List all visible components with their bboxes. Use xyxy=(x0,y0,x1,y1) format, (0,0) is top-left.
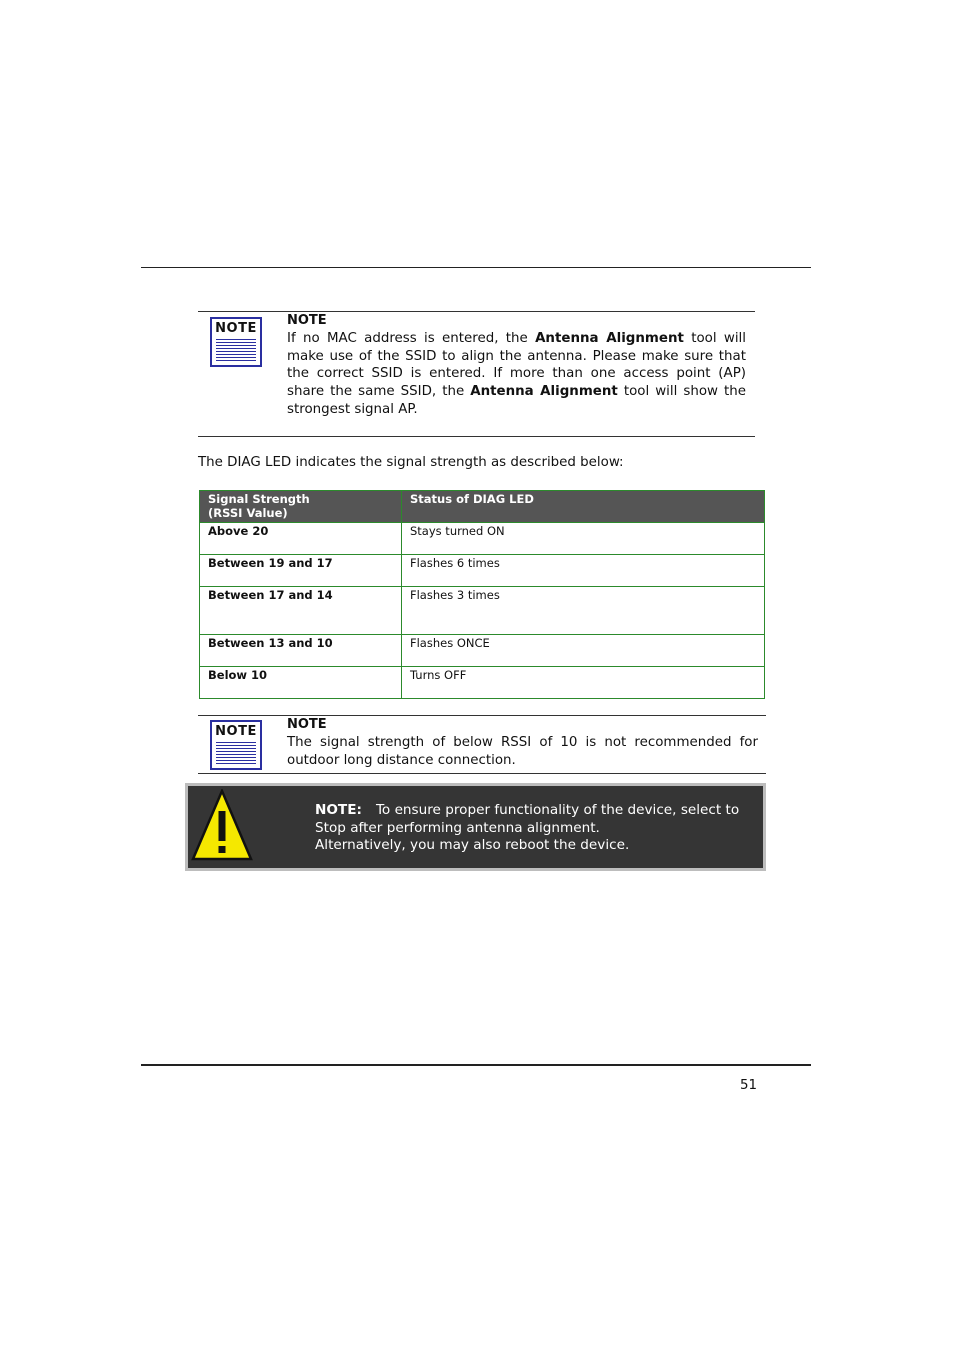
note-body: The signal strength of below RSSI of 10 is not recommended for outdoor long distance connection. xyxy=(287,734,758,768)
warning-line-2: Alternatively, you may also reboot the device. xyxy=(315,837,630,853)
cell-status: Flashes 3 times xyxy=(402,587,765,635)
footer-rule xyxy=(141,1064,811,1066)
diag-led-table xyxy=(199,490,765,699)
note-block-1 xyxy=(198,311,755,437)
note-text-run: tool will show the strongest signal AP. xyxy=(287,384,746,417)
cell-status: Stays turned ON xyxy=(402,523,765,555)
table-row xyxy=(200,523,765,555)
header-diag-status: Status of DIAG LED xyxy=(402,491,765,523)
table-row xyxy=(200,555,765,587)
note-bold-term: Antenna Alignment xyxy=(535,330,684,346)
warning-line-1: To ensure proper functionality of the device, select to Stop after performing antenna alignment. xyxy=(315,802,740,836)
note-bottom-rule xyxy=(198,773,766,774)
note-text-run: tool will make use of the SSID to align the antenna. Please make sure that the correct SSID is entered. If more than one access point (AP) share the same SSID, the xyxy=(287,330,747,400)
note-icon: NOTE xyxy=(210,720,262,770)
page-number: 51 xyxy=(740,1078,758,1093)
cell-status: Flashes 6 times xyxy=(402,555,765,587)
table-row xyxy=(200,667,765,699)
note-bottom-rule xyxy=(198,436,755,437)
warning-box xyxy=(185,783,766,871)
note-bold-term: Antenna Alignment xyxy=(470,384,618,400)
note-text-1 xyxy=(287,312,746,419)
cell-strength: Between 13 and 10 xyxy=(200,635,402,667)
note-title: NOTE xyxy=(287,313,327,328)
cell-strength: Below 10 xyxy=(200,667,402,699)
table-row xyxy=(200,587,765,635)
warning-triangle-icon xyxy=(191,789,253,863)
header-rule xyxy=(141,267,811,268)
note-block-2 xyxy=(198,715,766,774)
table-row xyxy=(200,635,765,667)
cell-strength: Above 20 xyxy=(200,523,402,555)
table-header-row xyxy=(200,491,765,523)
warning-text xyxy=(315,802,751,855)
note-text-2 xyxy=(287,716,758,769)
note-text-run: If no MAC address is entered, the xyxy=(287,330,536,346)
note-body xyxy=(287,330,746,419)
cell-status: Turns OFF xyxy=(402,667,765,699)
header-signal-strength: Signal Strength (RSSI Value) xyxy=(200,491,402,523)
warning-label: NOTE: xyxy=(315,802,362,818)
note-icon: NOTE xyxy=(210,317,262,367)
note-title: NOTE xyxy=(287,717,327,732)
cell-strength: Between 17 and 14 xyxy=(200,587,402,635)
intro-paragraph: The DIAG LED indicates the signal strength as described below: xyxy=(198,455,624,470)
cell-status: Flashes ONCE xyxy=(402,635,765,667)
cell-strength: Between 19 and 17 xyxy=(200,555,402,587)
